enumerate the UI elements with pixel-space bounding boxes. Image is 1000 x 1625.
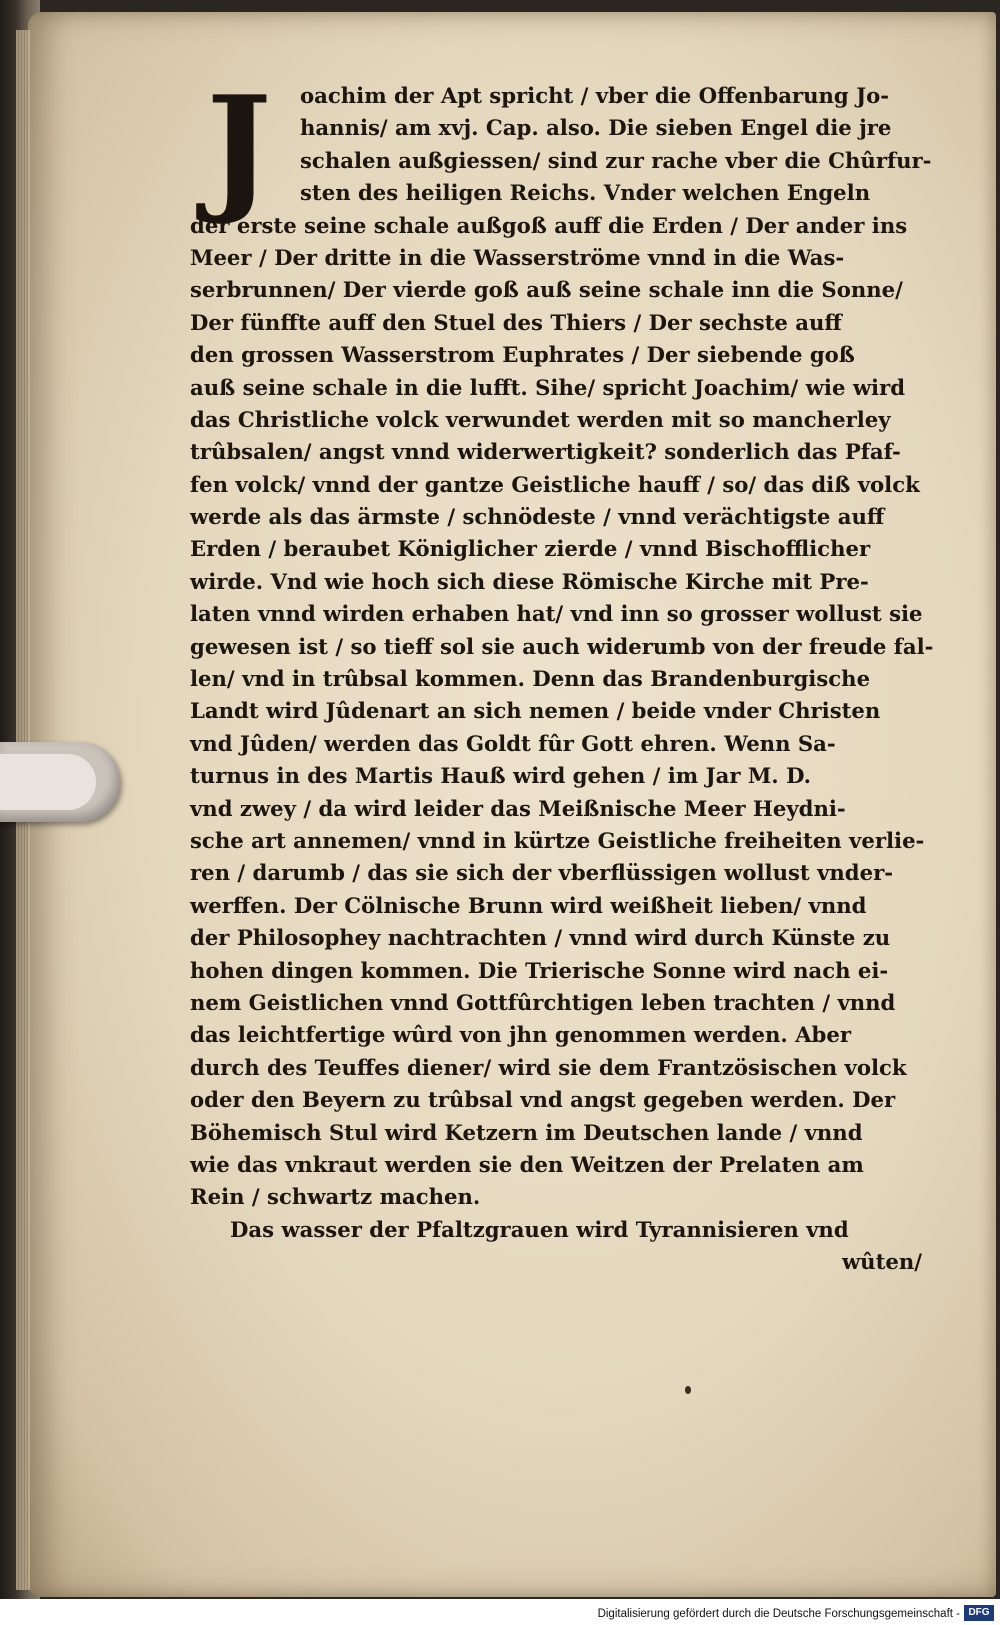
footer-credit: Digitalisierung gefördert durch die Deutsche Forschungsgemeinschaft - bbox=[597, 1608, 960, 1620]
text-line: wie das vnkraut werden sie den Weitzen der Prelaten am bbox=[190, 1151, 864, 1177]
text-line: Meer / Der dritte in die Wasserströme vnnd in die Was- bbox=[190, 244, 845, 270]
text-line: trûbsalen/ angst vnnd widerwertigkeit? sonderlich das Pfaf- bbox=[190, 439, 901, 465]
text-line: Böhemisch Stul wird Ketzern im Deutschen lande / vnnd bbox=[190, 1119, 863, 1145]
text-line: das Christliche volck verwundet werden mit so mancherley bbox=[190, 406, 891, 432]
text-line: sche art annemen/ vnnd in kürtze Geistliche freiheiten verlie- bbox=[190, 827, 925, 853]
text-line: der erste seine schale außgoß auff die Erden / Der ander ins bbox=[190, 212, 908, 238]
text-line: wûten/ bbox=[841, 1249, 922, 1275]
text-line: Rein / schwartz machen. bbox=[190, 1184, 481, 1210]
text-line: den grossen Wasserstrom Euphrates / Der siebende goß bbox=[190, 342, 855, 368]
page-text bbox=[190, 80, 934, 1278]
text-line: werde als das ärmste / schnödeste / vnnd verächtigste auff bbox=[190, 504, 885, 530]
text-line: sten des heiligen Reichs. Vnder welchen Engeln bbox=[300, 180, 871, 206]
text-line: fen volck/ vnnd der gantze Geistliche hauff / so/ das diß volck bbox=[190, 471, 920, 497]
text-line: gewesen ist / so tieff sol sie auch widerumb von der freude fal- bbox=[190, 633, 934, 659]
text-line: Der fünffte auff den Stuel des Thiers / Der sechste auff bbox=[190, 309, 842, 335]
text-line: durch des Teuffes diener/ wird sie dem Frantzösischen volck bbox=[190, 1054, 907, 1080]
text-line: len/ vnd in trûbsal kommen. Denn das Brandenburgische bbox=[190, 666, 871, 692]
initial-letter: J bbox=[206, 65, 272, 228]
text-line: Landt wird Jûdenart an sich nemen / beide vnder Christen bbox=[190, 698, 881, 724]
text-line: das leichtfertige wûrd von jhn genommen werden. Aber bbox=[190, 1022, 852, 1048]
text-line: der Philosophey nachtrachten / vnnd wird durch Künste zu bbox=[190, 925, 891, 951]
text-line: werffen. Der Cölnische Brunn wird weißheit lieben/ vnnd bbox=[190, 892, 867, 918]
text-line: oachim der Apt spricht / vber die Offenbarung Jo- bbox=[300, 83, 890, 108]
bookmark-clip-inner bbox=[0, 754, 96, 810]
text-line: laten vnnd wirden erhaben hat/ vnd inn so grosser wollust sie bbox=[190, 601, 923, 627]
text-line: schalen außgiessen/ sind zur rache vber die Chûrfur- bbox=[300, 147, 932, 173]
text-line: hohen dingen kommen. Die Trierische Sonne wird nach ei- bbox=[190, 957, 889, 983]
text-line: Das wasser der Pfaltzgrauen wird Tyrannisieren vnd bbox=[230, 1216, 849, 1242]
text-line: serbrunnen/ Der vierde goß auß seine schale inn die Sonne/ bbox=[190, 277, 903, 303]
text-line: vnd Jûden/ werden das Goldt fûr Gott ehren. Wenn Sa- bbox=[190, 730, 836, 756]
text-line: Erden / beraubet Königlicher zierde / vnnd Bischofflicher bbox=[190, 536, 871, 562]
text-line: auß seine schale in die lufft. Sihe/ spricht Joachim/ wie wird bbox=[190, 374, 906, 400]
text-line: ren / darumb / das sie sich der vberflüssigen wollust vnder- bbox=[190, 860, 894, 886]
ink-mark bbox=[685, 1386, 691, 1394]
footer-bar bbox=[0, 1599, 1000, 1625]
text-line: hannis/ am xvj. Cap. also. Die sieben Engel die jre bbox=[300, 115, 892, 141]
text-line: oder den Beyern zu trûbsal vnd angst gegeben werden. Der bbox=[190, 1087, 896, 1113]
text-line: nem Geistlichen vnnd Gottfûrchtigen leben trachten / vnnd bbox=[190, 989, 896, 1015]
text-line: turnus in des Martis Hauß wird gehen / im Jar M. D. bbox=[190, 763, 812, 789]
dfg-logo: DFG bbox=[964, 1605, 994, 1621]
text-line: wirde. Vnd wie hoch sich diese Römische Kirche mit Pre- bbox=[190, 568, 869, 594]
text-line: vnd zwey / da wird leider das Meißnische Meer Heydni- bbox=[190, 795, 846, 821]
